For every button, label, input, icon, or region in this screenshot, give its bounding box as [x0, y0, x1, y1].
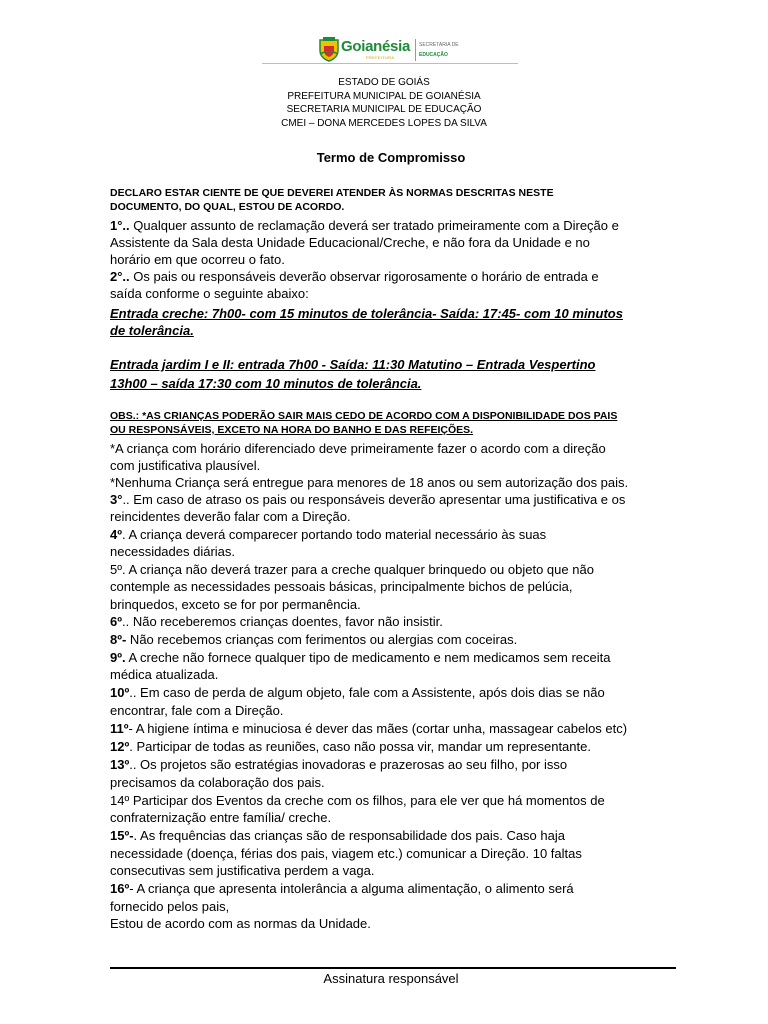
logo-separator — [415, 39, 416, 61]
rule-item-14: 14º Participar dos Eventos da creche com os filhos, para ele ver que há momentos de — [110, 793, 605, 808]
logo-subtitle: PREFEITURA — [366, 55, 395, 60]
rule-line: necessidade (doença, férias dos pais, viagem etc.) comunicar a Direção. 10 faltas — [110, 846, 582, 861]
rule-line: Assistente da Sala desta Unidade Educacional/Creche, e não fora da Unidade e no — [110, 235, 590, 250]
rule-number: 9º. — [110, 650, 126, 665]
rule-text: A creche não fornece qualquer tipo de medicamento e nem medicamos sem receita — [125, 650, 611, 665]
rule-text: Não recebemos crianças com ferimentos ou alergias com coceiras. — [126, 632, 518, 647]
rule-text: .. Os projetos são estratégias inovadoras e prazerosas ao seu filho, por isso — [129, 757, 568, 772]
rule-line: necessidades diárias. — [110, 544, 236, 559]
note-line: *A criança com horário diferenciado deve primeiramente fazer o acordo com a direção — [110, 441, 606, 456]
rule-item-13 — [110, 756, 567, 773]
rule-text: Os pais ou responsáveis deverão observar rigorosamente o horário de entrada e — [129, 269, 599, 284]
creche-schedule: de tolerância. — [110, 323, 194, 338]
rule-number: 6º — [110, 614, 122, 629]
rule-item-5: 5º. A criança não deverá trazer para a creche qualquer brinquedo ou objeto que não — [110, 562, 594, 577]
signature-line — [110, 967, 676, 969]
rule-item-8 — [110, 631, 517, 648]
rule-line: horário em que ocorreu o fato. — [110, 252, 285, 267]
rule-line: brinquedos, exceto se for por permanência. — [110, 597, 361, 612]
note-line: *Nenhuma Criança será entregue para menores de 18 anos ou sem autorização dos pais. — [110, 475, 629, 490]
rule-text: .. Em caso de perda de algum objeto, fale com a Assistente, após dois dias se não — [129, 685, 605, 700]
signature-label: Assinatura responsável — [323, 971, 459, 986]
header-line-secretaria: SECRETARIA MUNICIPAL DE EDUCAÇÃO — [286, 104, 482, 115]
rule-number: 12º — [110, 739, 130, 754]
rule-text: Qualquer assunto de reclamação deverá ser tratado primeiramente com a Direção e — [129, 218, 619, 233]
rule-line: reincidentes deverão falar com a Direção. — [110, 509, 351, 524]
rule-text: . As frequências das crianças são de responsabilidade dos pais. Caso haja — [133, 828, 565, 843]
rule-number: 16º — [110, 881, 130, 896]
rule-item-10 — [110, 684, 605, 701]
logo-dept-line1: SECRETARIA DE — [419, 42, 459, 48]
rule-line: confraternização entre família/ creche. — [110, 810, 332, 825]
rule-item-16 — [110, 880, 574, 897]
obs-note: OU RESPONSÁVEIS, EXCETO NA HORA DO BANHO E DAS REFEIÇÕES. — [110, 424, 474, 436]
rule-number: 8º- — [110, 632, 127, 647]
rule-number: 11º — [110, 721, 129, 736]
declaration-line: DECLARO ESTAR CIENTE DE QUE DEVEREI ATENDER ÀS NORMAS DESCRITAS NESTE — [110, 187, 554, 199]
rule-line: precisamos da colaboração dos pais. — [110, 775, 325, 790]
rule-number: 2°.. — [110, 269, 130, 284]
jardim-schedule — [110, 356, 595, 373]
header-line-cmei: CMEI – DONA MERCEDES LOPES DA SILVA — [281, 118, 487, 129]
jardim-schedule-text: Entrada jardim I e II: entrada 7h00 - Saída: 11:30 Matutino – Entrada Vespertino — [110, 357, 596, 372]
obs-note: OBS.: *AS CRIANÇAS PODERÃO SAIR MAIS CEDO DE ACORDO COM A DISPONIBILIDADE DOS PAIS — [110, 410, 618, 422]
rule-number: 10º — [110, 685, 130, 700]
rule-item-3 — [110, 491, 625, 508]
declaration-line: DOCUMENTO, DO QUAL, ESTOU DE ACORDO. — [110, 201, 345, 213]
logo-dept-line2: EDUCAÇÃO — [419, 52, 448, 58]
rule-number: 4º — [110, 527, 122, 542]
creche-schedule: Entrada creche: 7h00- com 15 minutos de tolerância- Saída: 17:45- com 10 minutos — [110, 306, 623, 321]
rule-text: - A higiene íntima e minuciosa é dever das mães (cortar unha, massagear cabelos etc) — [128, 721, 628, 736]
city-crest-icon — [318, 36, 340, 62]
rule-number: 1°.. — [110, 218, 130, 233]
note-line: com justificativa plausível. — [110, 458, 261, 473]
rule-number: 3° — [110, 492, 123, 507]
rule-text: . Participar de todas as reuniões, caso não possa vir, mandar um representante. — [129, 739, 591, 754]
rule-line: contemple as necessidades pessoais básicas, principalmente bichos de pelúcia, — [110, 579, 573, 594]
rule-item-12 — [110, 738, 591, 755]
rule-text: .. Em caso de atraso os pais ou responsáveis deverão apresentar uma justificativa e os — [122, 492, 626, 507]
rule-item-6 — [110, 613, 443, 630]
logo-name: Goianésia — [341, 38, 410, 55]
header-line-state: ESTADO DE GOIÁS — [338, 77, 430, 88]
agreement-line: Estou de acordo com as normas da Unidade. — [110, 916, 371, 931]
rule-number: 15º- — [110, 828, 134, 843]
rule-text: . A criança deverá comparecer portando todo material necessário às suas — [121, 527, 547, 542]
goianesia-logo — [318, 36, 463, 64]
rule-text: - A criança que apresenta intolerância a alguma alimentação, o alimento será — [129, 881, 574, 896]
rule-text: .. Não receberemos crianças doentes, favor não insistir. — [121, 614, 443, 629]
rule-item-4 — [110, 526, 546, 543]
header-divider — [262, 63, 518, 64]
document-title: Termo de Compromisso — [316, 150, 466, 165]
rule-line: consecutivas sem justificativa perdem a vaga. — [110, 863, 375, 878]
rule-item-11 — [110, 720, 627, 737]
jardim-schedule: 13h00 – saída 17:30 com 10 minutos de tolerância. — [110, 376, 422, 391]
rule-item-2 — [110, 268, 599, 285]
rule-item-1 — [110, 217, 619, 234]
rule-line: saída conforme o seguinte abaixo: — [110, 286, 309, 301]
rule-line: médica atualizada. — [110, 667, 219, 682]
rule-number: 13º — [110, 757, 130, 772]
rule-line: fornecido pelos pais, — [110, 899, 230, 914]
rule-line: encontrar, fale com a Direção. — [110, 703, 284, 718]
rule-item-15 — [110, 827, 565, 844]
rule-item-9 — [110, 649, 610, 666]
header-line-prefeitura: PREFEITURA MUNICIPAL DE GOIANÉSIA — [287, 91, 481, 102]
